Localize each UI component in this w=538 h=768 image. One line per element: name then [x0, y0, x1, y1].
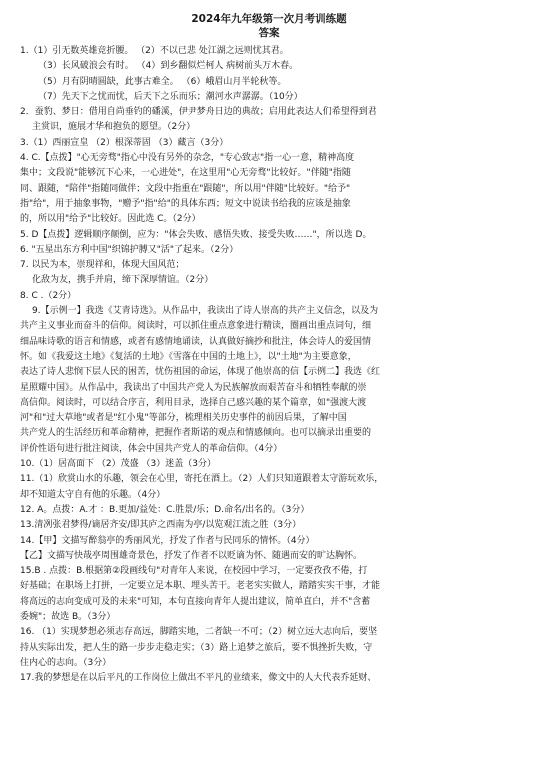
answer-line: 4. C.【点拨】"心无旁骛"指心中没有另外的杂念，"专心致志"指一心一意，精神高度	[20, 153, 355, 164]
answer-line: 11.（1）欣赏山水的乐趣，领会在心里，寄托在酒上。（2）人们只知道跟着太守游玩欢乐，	[20, 474, 384, 485]
answer-line: 好基础；在职场上打拼，一定要立足本职、埋头苦干。老老实实做人，踏踏实实干事，才能	[20, 581, 381, 592]
answer-line: 细品味诗歌的语言和情感，或者有感情地诵读，认真做好摘抄和批注，体会诗人的爱国情	[20, 336, 372, 347]
answer-line: 6. "五星出东方利中国"织锦护膊又"活"了起来。（2分）	[20, 244, 239, 255]
answer-line: 10.（1）居高面下 （2）茂盛 （3）迷盖（3分）	[20, 459, 216, 470]
answer-line: 住内心的志向。（3分）	[20, 657, 112, 668]
answer-line: 16. （1）实现梦想必须志存高远，脚踏实地，二者缺一不可；（2）树立远大志向后，要坚	[20, 627, 378, 638]
answer-line: 怀。如《我爱这土地》《复活的土地》《雪落在中国的土地上》，以"土地"为主要意象，	[20, 351, 357, 362]
answer-line: 3.（1）西丽宣皇 （2）根深蒂固 （3）藏言（3分）	[20, 137, 229, 148]
answer-line: 化敌为友，携手并肩，缔下深厚情谊。（2分）	[32, 275, 214, 286]
answer-line: 的，所以用"给予"比较好。因此选 C。（2分）	[20, 214, 201, 225]
answer-line: 将高远的志向变成可及的未来"可知，本句直接向青年人提出建议，简单直白，并不"含蓄	[20, 596, 371, 607]
answer-line: 评价性语句进行批注阅读，体会中国共产党人的革命信仰。（4分）	[20, 443, 283, 454]
answer-line: 集中；文段说"能够沉下心来，一心进处"，在这里用"心无旁骛"比较好。"伴随"指随	[20, 168, 351, 179]
answer-line: 15.B . 点拨：B.根据第②段画线句"对青年人来说，在校园中学习，一定要孜孜不倦，打	[20, 566, 368, 577]
answer-line: 5. D【点拨】逻辑顺序颠倒，应为："体会失败、感悟失败、接受失败……"，所以选 D。	[20, 229, 372, 240]
answer-line: 共产党人的生活经历和革命精神，把握作者斯诺的观点和情感倾向。也可以摘录出重要的	[20, 428, 372, 439]
answer-line: 7. 以民为本，崇现祥和，体现大国风范；	[20, 260, 185, 271]
answer-lines	[20, 44, 518, 686]
answer-line: 持从实际出发，把人生的路一步步走稳走实；（3）路上追梦之旅后，要不惧挫折失败，守	[20, 642, 373, 653]
answer-line: 主赏识，施展才华和抱负的愿望。（2分）	[32, 122, 196, 133]
answer-line: 12. A。点拨：A.才 ：B.更加/益处：C.胜景/乐；D.命名/出名的。（3分）	[20, 504, 310, 515]
answer-line: （7）先天下之忧而忧，后天下之乐而乐；潮河水声潺潺。（10分）	[38, 91, 303, 102]
answer-line: 17.我的梦想是在以后平凡的工作岗位上做出不平凡的业绩来，像文中的人大代表乔延财、	[20, 673, 377, 684]
answer-line: 1.（1）引无数英雄竞折腰。 （2）不以已悲 处江湖之远则忧其君。	[20, 46, 289, 56]
answer-line: 9.【示例一】我选《艾青诗选》。从作品中，我读出了诗人崇高的共产主义信念，以及为	[32, 306, 379, 317]
answer-line: 却不知道太守自有他的乐趣。（4分）	[20, 489, 166, 500]
answer-line: （5）月有阴晴圆缺，此事古难全。 （6）峨眉山月半轮秋等。	[38, 76, 287, 87]
answer-line: 委婉"；故选 B。（3分）	[20, 611, 116, 622]
answer-line: 表达了诗人悲悯下层人民的困苦，忧伤祖国的命运，体现了他崇高的信【示例二】我选《红	[20, 367, 381, 378]
answer-line: 14.【甲】文描写醉翁亭的秀丽风光，抒发了作者与民同乐的情怀。（4分）	[20, 535, 315, 546]
answer-line: 2．蚕豹、梦日：借用自尚垂钓的磻溪，伊尹梦舟日边的典故；启用此表达人们希望得到君	[20, 107, 377, 118]
answer-line: （3）长风破浪会有时。 （4）到乡翻似烂柯人 病树前头万木春。	[38, 61, 299, 72]
answer-line: 8. C .（2分）	[20, 290, 77, 301]
page-subtitle: 答案	[258, 27, 280, 39]
answer-line: 河"和"过大草地"或者是"红小鬼"等部分，梳理相关历史事件的前因后果，了解中国	[20, 413, 347, 424]
answer-line: 13.清冽张君梦得/谪居齐安/即其庐之西南为亭/以览观江流之胜（3分）	[20, 520, 302, 531]
page-title: 2024年九年级第一次月考训练题	[191, 13, 347, 25]
answer-line: 共产主义事业而奋斗的信仰。阅读时，可以抓住重点意象进行精读，圈画出重点词句，细	[20, 321, 372, 332]
answer-line: 指"给"，用于抽象事物，"赠予"指"给"的具体东西；短文中说读书给我的应该是抽象	[20, 198, 351, 209]
answer-line: 【乙】文描写快哉亭周围雄奇景色，抒发了作者不以贬谪为怀、随遇而安的旷达胸怀。	[20, 550, 363, 561]
answer-line: 同、跟随，"陪伴"指随同做伴；文段中指重在"跟随"，所以用"伴随"比较好。"给予"	[20, 183, 351, 194]
answer-line: 星照耀中国》。从作品中，我读出了中国共产党人为民族解放而艰苦奋斗和牺牲奉献的崇	[20, 382, 367, 393]
answer-line: 高信仰。阅读时，可以结合序言，利用目录，选择自己感兴趣的某个篇章，如"强渡大渡	[20, 397, 367, 408]
